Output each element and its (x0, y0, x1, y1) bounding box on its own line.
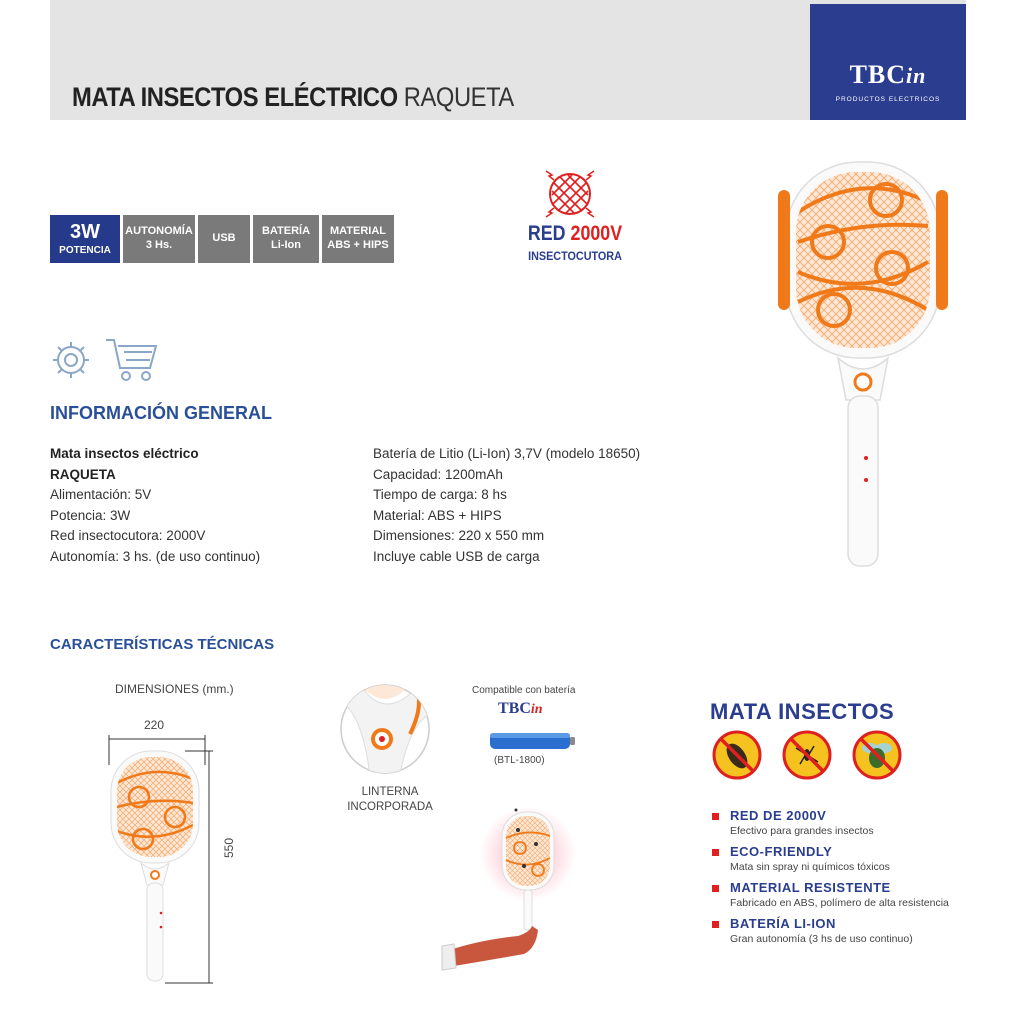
lantern-label: LINTERNA INCORPORADA (347, 786, 433, 813)
spec-material (322, 215, 394, 263)
info-line: Potencia: 3W (50, 507, 131, 523)
info-line: Capacidad: 1200mAh (373, 466, 503, 482)
feature-item (712, 808, 949, 838)
spec-battery (253, 215, 319, 263)
spec-autonomy (123, 215, 195, 263)
no-fly-icon (852, 730, 902, 780)
feature-item (712, 844, 949, 874)
battery-logo-text: TBC (498, 700, 531, 717)
info-line: Tiempo de carga: 8 hs (373, 487, 507, 502)
info-line: Batería de Litio (Li-Ion) 3,7V (modelo 18650) (373, 446, 641, 461)
spec-power (50, 215, 120, 263)
feature-description: Fabricado en ABS, polímero de alta resistencia (730, 897, 949, 909)
spec-tiles (50, 215, 394, 263)
bullet-square-icon (712, 885, 719, 892)
badge-red: RED (527, 222, 566, 245)
dimension-height: 550 (222, 837, 236, 858)
spec-material-value: ABS + HIPS (327, 239, 389, 251)
bug-icon-row (712, 730, 902, 780)
info-line: Material: ABS + HIPS (373, 507, 502, 523)
spec-power-value: 3W (70, 221, 100, 244)
spec-autonomy-label: AUTONOMÍA (125, 225, 193, 238)
info-right-column (373, 444, 640, 567)
bullet-square-icon (712, 921, 719, 928)
info-line: Alimentación: 5V (50, 487, 152, 502)
gear-icon (48, 338, 94, 382)
logo-subtitle: PRODUCTOS ELECTRICOS (835, 96, 941, 103)
logo-in: in (906, 63, 927, 88)
brand-logo (810, 4, 966, 120)
spec-usb-label: USB (212, 232, 236, 245)
info-line: Red insectocutora: 2000V (50, 528, 206, 543)
badge-title (511, 222, 639, 246)
battery-icon (488, 730, 578, 752)
mata-insectos-title: MATA INSECTOS (710, 699, 895, 724)
feature-title: ECO-FRIENDLY (730, 844, 833, 859)
feature-description: Mata sin spray ni químicos tóxicos (730, 861, 890, 873)
battery-model: (BTL-1800) (494, 755, 545, 766)
info-left-column (50, 444, 350, 568)
racket-product-image (768, 150, 958, 580)
cart-icon (104, 336, 160, 384)
tech-section-title: CARACTERÍSTICAS TÉCNICAS (50, 636, 275, 653)
bullet-square-icon (712, 849, 719, 856)
spec-usb (198, 215, 250, 263)
page-title (72, 82, 514, 113)
spec-autonomy-value: 3 Hs. (145, 239, 173, 251)
info-product-name: Mata insectos eléctrico (50, 446, 199, 461)
feature-description: Gran autonomía (3 hs de uso continuo) (730, 933, 913, 945)
spec-material-label: MATERIAL (329, 225, 386, 238)
feature-list (712, 808, 949, 952)
info-line: Autonomía: 3 hs. (de uso continuo) (50, 548, 261, 564)
battery-logo-in: in (530, 702, 543, 717)
dimensions-label: DIMENSIONES (mm.) (115, 682, 234, 696)
info-product-type: RAQUETA (50, 466, 116, 482)
bullet-square-icon (712, 813, 719, 820)
racket-dimension-drawing (105, 735, 215, 985)
title-light: RAQUETA (403, 82, 514, 112)
dimension-width: 220 (144, 718, 165, 732)
racket-in-use-image (440, 808, 590, 978)
spec-battery-value: Li-Ion (271, 239, 301, 251)
info-line: Incluye cable USB de carga (373, 548, 540, 564)
electric-net-icon (540, 165, 600, 223)
spec-power-label: POTENCIA (59, 245, 111, 257)
logo-text: TBC (849, 60, 907, 89)
badge-subtitle: INSECTOCUTORA (528, 249, 622, 263)
spec-battery-label: BATERÍA (261, 225, 311, 238)
compatible-battery-label: Compatible con batería (472, 685, 576, 696)
feature-description: Efectivo para grandes insectos (730, 825, 874, 837)
no-mosquito-icon (782, 730, 832, 780)
battery-brand-logo (498, 700, 543, 718)
info-line: Dimensiones: 220 x 550 mm (373, 528, 545, 543)
header-banner (50, 0, 966, 120)
feature-item (712, 880, 949, 910)
feature-title: BATERÍA LI-ION (730, 916, 836, 931)
feature-item (712, 916, 949, 946)
feature-title: MATERIAL RESISTENTE (730, 880, 891, 895)
info-section-title: INFORMACIÓN GENERAL (50, 403, 272, 423)
badge-voltage: 2000V (570, 222, 623, 245)
lantern-closeup-image (340, 684, 440, 779)
title-bold: MATA INSECTOS ELÉCTRICO (72, 82, 398, 112)
no-cockroach-icon (712, 730, 762, 780)
feature-title: RED DE 2000V (730, 808, 827, 823)
